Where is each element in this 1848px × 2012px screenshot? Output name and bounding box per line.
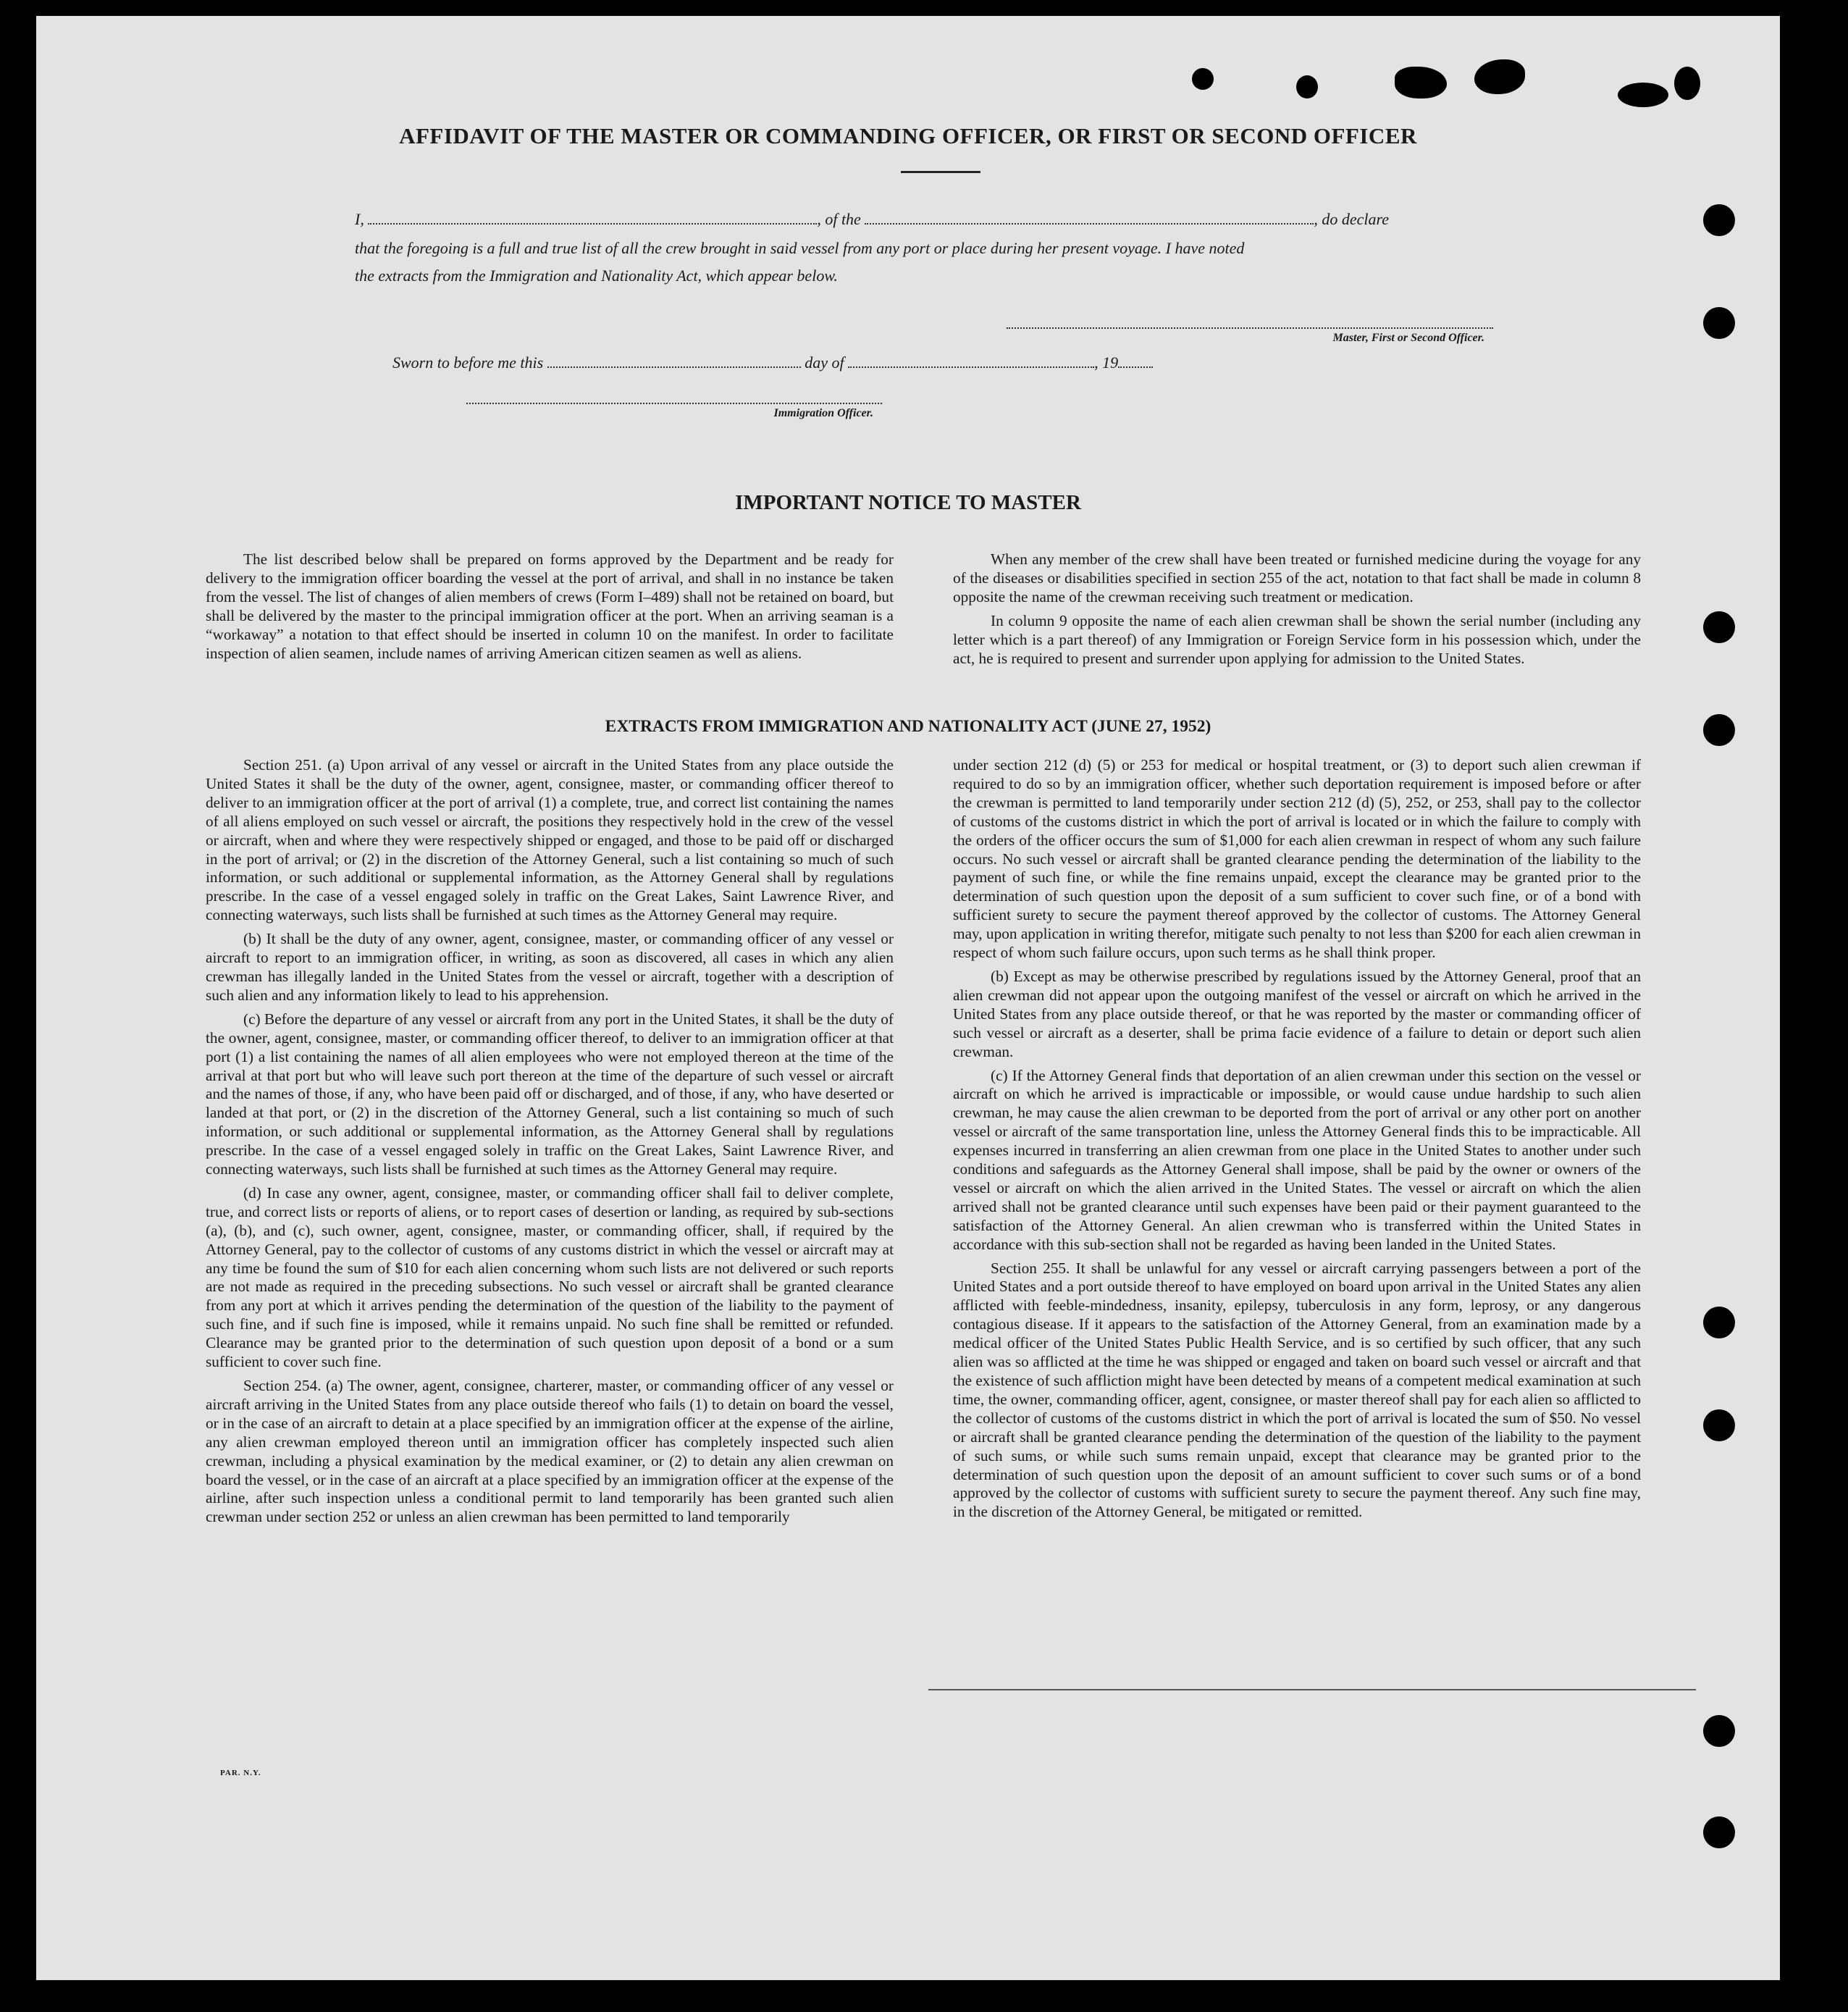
extracts-left-column xyxy=(206,756,894,1532)
notice-right-paragraph-1: When any member of the crew shall have been treated or furnished medicine during the voyage for any of the diseases or disabilities specified in section 255 of the act, notation to that fact shall be made in column 8 opposite the name of the crewman receiving such treatment or medication. xyxy=(953,550,1641,605)
declaration-of-the: , of the xyxy=(817,210,861,228)
section-254-a: Section 254. (a) The owner, agent, consignee, charterer, master, or commanding officer of any vessel or aircraft arriving in the United States from any place outside thereof who fails (1) to detain on board the vessel, or in the case of an aircraft to detain at a place specified by an immigration officer at the expense of the airline, any alien crewman employed thereon until an immigration officer has completely inspected such alien crewman, including a physical examination by the medical examiner, or (2) to detain any alien crewman on board the vessel, or in the case of an aircraft at a place specified by an immigration officer at the expense of the airline, after such inspection unless a conditional permit to land temporarily has been granted such alien crewman under section 252 or unless an alien crewman has been permitted to land temporarily xyxy=(206,1377,894,1526)
declaration-line-1 xyxy=(355,206,1492,233)
sworn-day-label: day of xyxy=(805,353,844,372)
fold-line xyxy=(928,1689,1696,1690)
section-251-b: (b) It shall be the duty of any owner, agent, consignee, master, or commanding officer of any vessel or aircraft to report to an immigration officer, in writing, as soon as discovered, all cases in which any alien crewman has illegally landed in the United States from the vessel or aircraft, together with a description of such alien and any information likely to lead to his apprehension. xyxy=(206,930,894,1004)
ink-blot xyxy=(1296,75,1318,98)
punch-hole xyxy=(1703,1307,1735,1338)
sworn-day-field[interactable] xyxy=(547,356,801,368)
sworn-year-field[interactable] xyxy=(1118,356,1153,368)
section-251-a: Section 251. (a) Upon arrival of any vessel or aircraft in the United States from any place outside the United States it shall be the duty of the owner, agent, consignee, master, or commanding officer thereof to deliver to an immigration officer at the port of arrival (1) a complete, true, and correct list containing the names of all aliens employed on such vessel or aircraft, the positions they respectively hold in the crew of the vessel or aircraft, when and where they were respectively shipped or engaged, and those to be paid off or discharged in the port of arrival; or (2) in the discretion of the Attorney General, such a list containing so much of such information, or such additional or supplemental information, as the Attorney General shall by regulations prescribe. In the case of a vessel engaged solely in traffic on the Great Lakes, Saint Lawrence River, and connecting waterways, such lists shall be furnished at such times as the Attorney General may require. xyxy=(206,756,894,924)
ink-blot xyxy=(1474,59,1525,94)
sworn-year-label: , 19 xyxy=(1094,353,1119,372)
notice-right-paragraph-2: In column 9 opposite the name of each alien crewman shall be shown the serial number (including any letter which is a part thereof) of any Immigration or Foreign Service form in his possession which, under the act, he is required to present and surrender upon applying for admission to the United States. xyxy=(953,611,1641,667)
title-rule xyxy=(901,171,980,173)
section-255: Section 255. It shall be unlawful for any vessel or aircraft carrying passengers between a port of the United States and a port outside thereof to have employed on board upon arrival in the United States any alien afflicted with feeble-mindedness, insanity, epilepsy, tuberculosis in any form, leprosy, or any dangerous contagious disease. If it appears to the satisfaction of the Attorney General, from an examination made by a medical officer of the United States Public Health Service, and is so certified by such officer, that any such alien was so afflicted at the time he was shipped or engaged and taken on board such vessel or aircraft and that the existence of such affliction might have been detected by means of a competent medical examination at such time, the owner, commanding officer, agent, consignee, or master thereof shall pay for each alien so afflicted to the collector of customs of the customs district in which the port of arrival is located the sum of $50. No vessel or aircraft shall be granted clearance pending the determination of the question of the liability to the payment of such sums, or while such sums remain unpaid, except that clearance may be granted prior to the determination of such question upon the deposit of an amount sufficient to cover such sums or of a bond approved by the collector of customs with sufficient surety to secure the payment thereof. Any such fine may, in the discretion of the Attorney General, be mitigated or remitted. xyxy=(953,1259,1641,1521)
notice-right-column xyxy=(953,550,1641,673)
declaration-i: I, xyxy=(355,210,364,228)
punch-hole xyxy=(1703,611,1735,643)
master-signature-line[interactable] xyxy=(1007,327,1493,329)
master-signature-label: Master, First or Second Officer. xyxy=(1332,332,1484,344)
declaration-do-declare: , do declare xyxy=(1314,210,1389,228)
section-251-d: (d) In case any owner, agent, consignee, master, or commanding officer shall fail to deliver complete, true, and correct lists or reports of aliens, or to report cases of desertion or landing, as required by sub-sections (a), (b), and (c), such owner, agent, consignee, master, or commanding officer, shall, if required by the Attorney General, pay to the collector of customs of any customs district in which the vessel or aircraft may at any time be found the sum of $10 for each alien concerning whom such lists are not delivered or such reports are not made as required in the preceding subsections. No such vessel or aircraft shall be granted clearance from any port at which it arrives pending the determination of the question of the liability to the payment of such fine, and if such fine is imposed, while it remains unpaid. No such fine shall be remitted or refunded. Clearance may be granted prior to the determination of such question upon deposit of a bond or a sum sufficient to cover such fine. xyxy=(206,1183,894,1371)
vessel-field[interactable] xyxy=(865,213,1314,225)
punch-hole xyxy=(1703,204,1735,236)
ink-blot xyxy=(1192,68,1214,90)
section-251-c: (c) Before the departure of any vessel or aircraft from any port in the United States, it shall be the duty of the owner, agent, consignee, master, or commanding officer thereof, to deliver to an immigration officer at that port (1) a list containing the names of all alien employees who were not employed thereon at the time of the arrival at that port but who will leave such port thereon at the time of the departure of such vessel or aircraft and the names of those, if any, who have been paid off or discharged, and of those, if any, who have deserted or landed at that port, or (2) in the discretion of the Attorney General, such a list containing so much of such information, or such additional or supplemental information, as the Attorney General shall by regulations prescribe. In the case of a vessel engaged solely in traffic on the Great Lakes, Saint Lawrence River, and connecting waterways, such lists shall be furnished at such times as the Attorney General may require. xyxy=(206,1010,894,1178)
sworn-month-field[interactable] xyxy=(848,356,1094,368)
punch-hole xyxy=(1703,1816,1735,1848)
section-254-b: (b) Except as may be otherwise prescribed by regulations issued by the Attorney General, proof that an alien crewman did not appear upon the outgoing manifest of the vessel or aircraft on which he arrived in the United States from any place outside thereof, or that he was reported by the master or commanding officer of such vessel or aircraft as a deserter, shall be prima facie evidence of a failure to detain or deport such alien crewman. xyxy=(953,967,1641,1060)
punch-hole xyxy=(1703,307,1735,339)
declaration-line-3: the extracts from the Immigration and Nationality Act, which appear below. xyxy=(355,267,838,285)
declaration-line-2: that the foregoing is a full and true list of all the crew brought in said vessel from any port or place during her present voyage. I have noted xyxy=(355,239,1245,257)
section-254-a-continued: under section 212 (d) (5) or 253 for medical or hospital treatment, or (3) to deport such alien crewman if required to do so by an immigration officer, whether such deportation requirement is imposed before or after the crewman is permitted to land temporarily under section 212 (d) (5), 252, or 253, shall pay to the collector of customs of the customs district in which the port of arrival is located or in which the failure to comply with the orders of the officer occurs the sum of $1,000 for each alien crewman in respect of whom any such failure occurs. No such vessel or aircraft shall be granted clearance pending the determination of the liability to the payment of such fine, or while the fine remains unpaid, except the clearance may be granted prior to the determination of such question upon the deposit of a sum sufficient to cover such fine, or of a bond with sufficient surety to secure the payment thereof approved by the collector of customs. The Attorney General may, upon application in writing therefor, mitigate such penalty to not less than $200 for each alien crewman in respect of whom such failure occurs, upon such terms as he shall think proper. xyxy=(953,756,1641,962)
sworn-line xyxy=(392,349,1529,377)
document-page xyxy=(36,16,1780,1980)
name-field[interactable] xyxy=(368,213,817,225)
affidavit-title: AFFIDAVIT OF THE MASTER OR COMMANDING OFFICER, OR FIRST OR SECOND OFFICER xyxy=(399,123,1417,148)
punch-hole xyxy=(1703,1409,1735,1441)
extracts-title: EXTRACTS FROM IMMIGRATION AND NATIONALITY ACT (JUNE 27, 1952) xyxy=(605,717,1211,736)
ink-blot xyxy=(1395,67,1447,98)
ink-blot xyxy=(1618,83,1668,107)
notice-left-paragraph: The list described below shall be prepared on forms approved by the Department and be ready for delivery to the immigration officer boarding the vessel at the port of arrival, and shall in no instance be taken from the vessel. The list of changes of alien members of crews (Form I–489) shall not be retained on board, but shall be delivered by the master to the principal immigration officer at the port. When an arriving seaman is a “workaway” a notation to that effect should be inserted in column 10 on the manifest. In order to facilitate inspection of alien seamen, include names of arriving American citizen seamen as well as aliens. xyxy=(206,550,894,662)
ink-blot xyxy=(1674,67,1700,100)
section-254-c: (c) If the Attorney General finds that deportation of an alien crewman under this section on the vessel or aircraft on which he arrived is impracticable or impossible, or would cause undue hardship to such alien crewman, he may cause the alien crewman to be deported from the port of arrival or any other port on another vessel or aircraft of the same transportation line, unless the Attorney General finds this to be impracticable. All expenses incurred in transferring an alien crewman from one place in the United States to another under such conditions and safeguards as the Attorney General shall impose, shall be paid by the owner or owners of the vessel or aircraft on which the alien arrived in the United States. The vessel or aircraft on which the alien arrived shall not be granted clearance until such expenses have been paid or their payment guaranteed to the satisfaction of the Attorney General. An alien crewman who is transferred within the United States in accordance with this sub-section shall not be regarded as having been landed in the United States. xyxy=(953,1066,1641,1253)
extracts-right-column xyxy=(953,756,1641,1527)
printer-mark: PAR. N.Y. xyxy=(220,1769,261,1777)
officer-signature-label: Immigration Officer. xyxy=(773,407,873,419)
sworn-before-label: Sworn to before me this xyxy=(392,353,544,372)
officer-signature-line[interactable] xyxy=(466,403,882,404)
punch-hole xyxy=(1703,1715,1735,1747)
notice-left-column xyxy=(206,550,894,668)
notice-title: IMPORTANT NOTICE TO MASTER xyxy=(735,491,1081,514)
